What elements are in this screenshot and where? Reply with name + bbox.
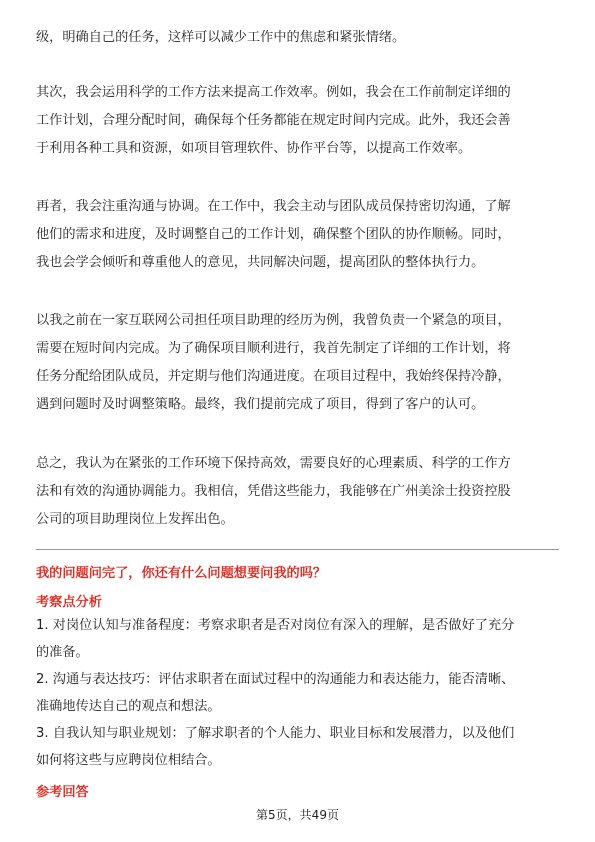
page-number: 第5页，共49页 <box>256 808 339 822</box>
text-line: 于利用各种工具和资源，如项目管理软件、协作平台等，以提高工作效率。 <box>36 141 472 156</box>
text-line: 的准备。 <box>36 645 89 660</box>
question-heading: 我的问题问完了，你还有什么问题想要问我的吗？ <box>36 566 327 581</box>
text-line: 工作计划，合理分配时间，确保每个任务都能在规定时间内完成。此外，我还会善 <box>36 113 511 128</box>
text-line: 1. 对岗位认知与准备程度：考察求职者是否对岗位有深入的理解，是否做好了充分 <box>36 618 515 633</box>
analysis-item-3 <box>36 720 561 774</box>
section-divider <box>36 549 559 550</box>
text-line: 法和有效的沟通协调能力。我相信，凭借这些能力，我能够在广州美涂士投资控股 <box>36 484 511 499</box>
text-line: 公司的项目助理岗位上发挥出色。 <box>36 512 234 527</box>
text-line: 再者，我会注重沟通与协调。在工作中，我会主动与团队成员保持密切沟通，了解 <box>36 199 511 214</box>
text-line: 2. 沟通与表达技巧：评估求职者在面试过程中的沟通能力和表达能力，能否清晰、 <box>36 672 515 687</box>
text-line: 准确地传达自己的观点和想法。 <box>36 699 221 714</box>
analysis-item-1 <box>36 612 561 666</box>
analysis-item-2 <box>36 666 561 720</box>
paragraph-methods <box>36 79 561 163</box>
reference-answer-heading: 参考回答 <box>36 785 89 800</box>
text-line: 遇到问题时及时调整策略。最终，我们提前完成了项目，得到了客户的认可。 <box>36 397 485 412</box>
text-line: 总之，我认为在紧张的工作环境下保持高效，需要良好的心理素质、科学的工作方 <box>36 456 511 471</box>
text-line: 我也会学会倾听和尊重他人的意见，共同解决问题，提高团队的整体执行力。 <box>36 255 485 270</box>
analysis-heading: 考察点分析 <box>36 595 102 610</box>
text-line: 需要在短时间内完成。为了确保项目顺利进行，我首先制定了详细的工作计划，将 <box>36 341 511 356</box>
paragraph-communication <box>36 193 561 277</box>
text-line: 任务分配给团队成员，并定期与他们沟通进度。在项目过程中，我始终保持冷静， <box>36 369 511 384</box>
text-line: 以我之前在一家互联网公司担任项目助理的经历为例，我曾负责一个紧急的项目， <box>36 313 511 328</box>
text-line: 3. 自我认知与职业规划：了解求职者的个人能力、职业目标和发展潜力，以及他们 <box>36 726 515 741</box>
paragraph-example <box>36 307 561 419</box>
text-line: 其次，我会运用科学的工作方法来提高工作效率。例如，我会在工作前制定详细的 <box>36 85 511 100</box>
text-line: 他们的需求和进度，及时调整自己的工作计划，确保整个团队的协作顺畅。同时， <box>36 227 511 242</box>
paragraph-conclusion <box>36 450 561 534</box>
paragraph-intro-tail <box>36 24 561 52</box>
text-line: 级，明确自己的任务，这样可以减少工作中的焦虑和紧张情绪。 <box>36 30 406 45</box>
text-line: 如何将这些与应聘岗位相结合。 <box>36 753 221 768</box>
